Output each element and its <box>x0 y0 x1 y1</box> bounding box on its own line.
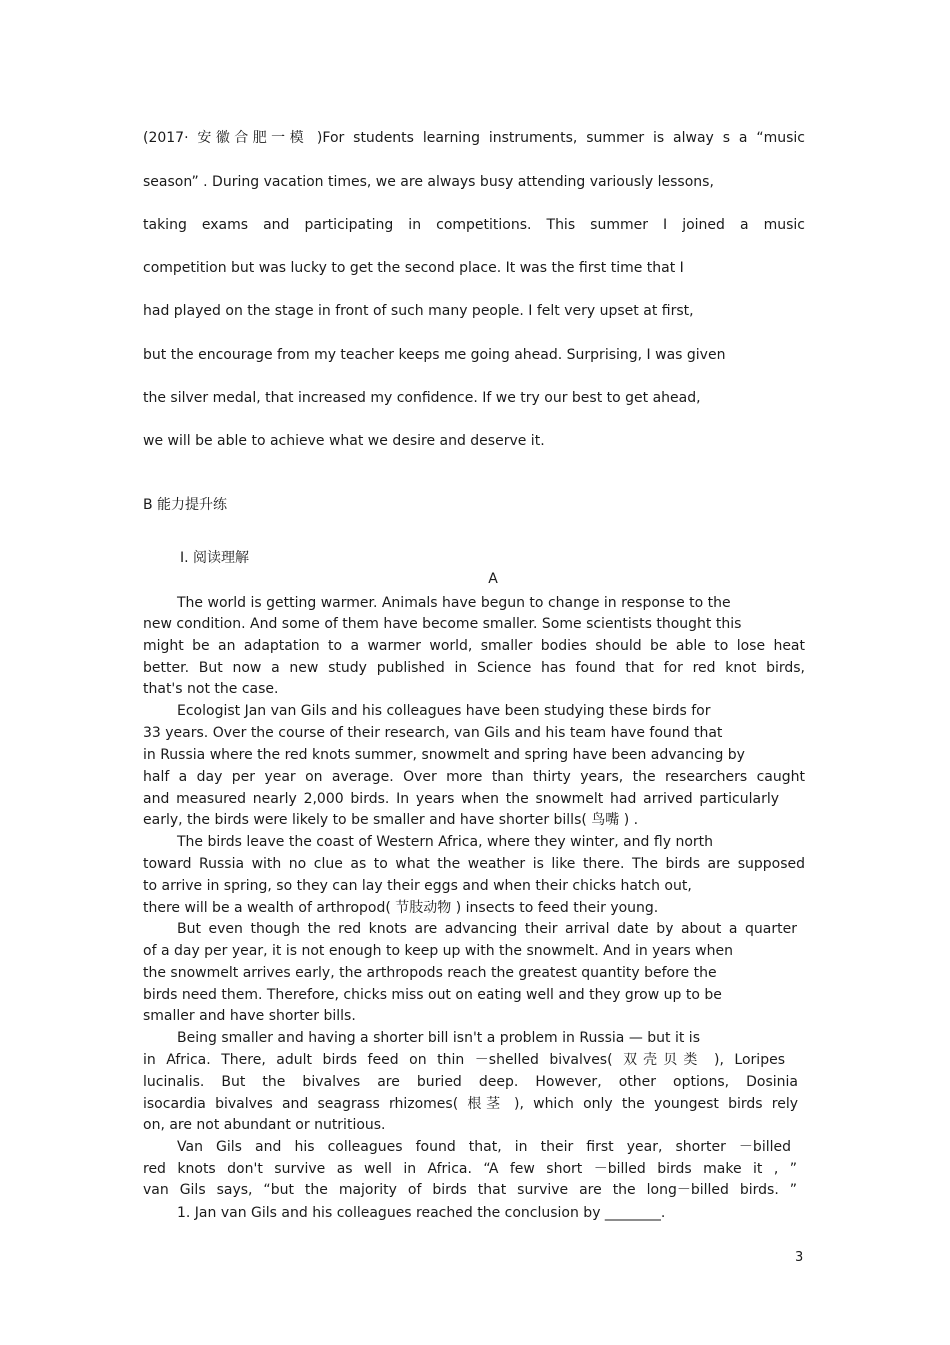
reading-line: to arrive in spring, so they can lay their eggs and when their chicks hatch out, <box>143 878 692 894</box>
passage-line: competition but was lucky to get the second place. It was the first time that I <box>143 260 684 276</box>
reading-line: Being smaller and having a shorter bill isn't a problem in Russia — but it is <box>177 1030 700 1046</box>
passage-line: but the encourage from my teacher keeps me going ahead. Surprising, I was given <box>143 347 726 363</box>
reading-line: might be an adaptation to a warmer world, smaller bodies should be able to lose heat <box>143 638 805 654</box>
question-line: 1. Jan van Gils and his colleagues reached the conclusion by ________. <box>177 1205 666 1221</box>
reading-line: The birds leave the coast of Western Africa, where they winter, and fly north <box>177 834 714 850</box>
passage-line: the silver medal, that increased my confidence. If we try our best to get ahead, <box>143 390 701 406</box>
passage-line: season” . During vacation times, we are always busy attending variously lessons, <box>143 174 714 190</box>
passage-line: taking exams and participating in competitions. This summer I joined a music <box>143 217 805 233</box>
reading-line: The world is getting warmer. Animals have begun to change in response to the <box>177 595 731 611</box>
reading-line: smaller and have shorter bills. <box>143 1008 356 1024</box>
reading-line: lucinalis. But the bivalves are buried deep. However, other options, Dosinia <box>143 1074 798 1090</box>
reading-line: in Russia where the red knots summer, snowmelt and spring have been advancing by <box>143 747 745 763</box>
reading-line: on, are not abundant or nutritious. <box>143 1117 386 1133</box>
section-heading: B 能力提升练 <box>143 497 228 513</box>
reading-line: half a day per year on average. Over more than thirty years, the researchers caught <box>143 769 805 785</box>
reading-line: red knots don't survive as well in Africa. “A few short －billed birds make it , ” <box>143 1161 797 1177</box>
reading-line: new condition. And some of them have become smaller. Some scientists thought this <box>143 616 742 632</box>
reading-line: Van Gils and his colleagues found that, in their first year, shorter －billed <box>177 1139 791 1155</box>
passage-letter: A <box>488 571 498 587</box>
passage-line: (2017· 安徽合肥一模 )For students learning instruments, summer is alway s a “music <box>143 130 805 146</box>
reading-line: in Africa. There, adult birds feed on thin －shelled bivalves( 双壳贝类 ), Loripes <box>143 1052 785 1068</box>
reading-line: of a day per year, it is not enough to keep up with the snowmelt. And in years when <box>143 943 733 959</box>
passage-line: we will be able to achieve what we desire and deserve it. <box>143 433 545 449</box>
passage-line: had played on the stage in front of such many people. I felt very upset at first, <box>143 303 694 319</box>
reading-line: Ecologist Jan van Gils and his colleagues have been studying these birds for <box>177 703 711 719</box>
reading-line: there will be a wealth of arthropod( 节肢动物 ) insects to feed their young. <box>143 900 659 916</box>
reading-line: 33 years. Over the course of their research, van Gils and his team have found that <box>143 725 723 741</box>
reading-line: But even though the red knots are advancing their arrival date by about a quarter <box>177 921 797 937</box>
reading-line: and measured nearly 2,000 birds. In years when the snowmelt had arrived particularly <box>143 791 779 807</box>
reading-line: better. But now a new study published in Science has found that for red knot birds, <box>143 660 805 676</box>
page-number: 3 <box>795 1250 804 1265</box>
reading-line: that's not the case. <box>143 681 279 697</box>
reading-line: early, the birds were likely to be smaller and have shorter bills( 鸟嘴 ) . <box>143 812 639 828</box>
reading-line: birds need them. Therefore, chicks miss out on eating well and they grow up to be <box>143 987 722 1003</box>
reading-line: isocardia bivalves and seagrass rhizomes( 根茎 ), which only the youngest birds rely <box>143 1096 798 1112</box>
sub-heading: Ⅰ. 阅读理解 <box>180 550 250 566</box>
reading-line: van Gils says, “but the majority of birds that survive are the long－billed birds. ” <box>143 1182 797 1198</box>
reading-line: the snowmelt arrives early, the arthropods reach the greatest quantity before the <box>143 965 717 981</box>
reading-line: toward Russia with no clue as to what the weather is like there. The birds are supposed <box>143 856 805 872</box>
